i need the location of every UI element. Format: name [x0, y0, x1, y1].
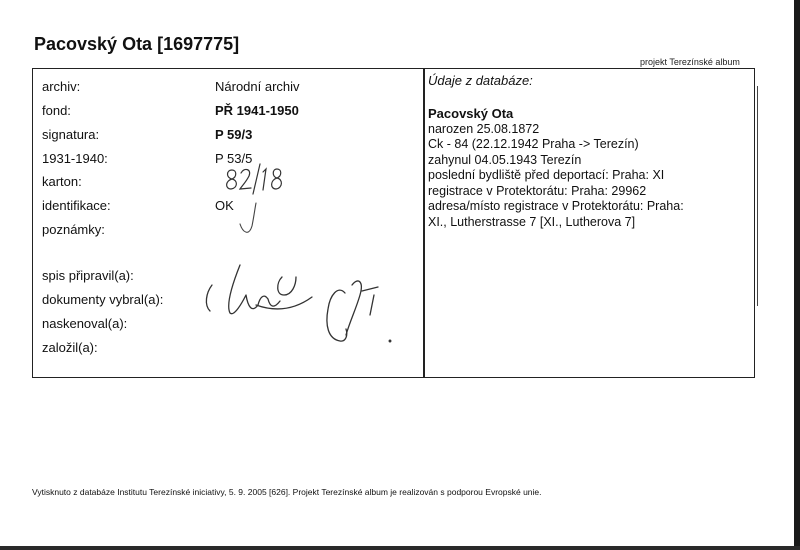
label-karton: karton: — [42, 174, 82, 189]
page-title: Pacovský Ota [1697775] — [34, 34, 240, 54]
database-line-address: adresa/místo registrace v Protektorátu: Praha: — [428, 199, 684, 213]
value-fond: PŘ 1941-1950 — [215, 103, 299, 118]
label-spis: spis připravil(a): — [42, 268, 134, 283]
database-line-registration: registrace v Protektorátu: Praha: 29962 — [428, 183, 647, 198]
database-line-birth: narozen 25.08.1872 — [428, 121, 540, 136]
value-archiv: Národní archiv — [215, 79, 300, 94]
handwritten-karton-number — [222, 160, 292, 200]
value-identifikace: OK — [215, 198, 234, 213]
database-heading: Údaje z databáze: — [428, 73, 533, 88]
label-identifikace: identifikace: — [42, 198, 111, 213]
right-margin-line — [757, 86, 758, 306]
label-years: 1931-1940: — [42, 151, 108, 166]
database-line-death: zahynul 04.05.1943 Terezín — [428, 152, 582, 167]
label-poznamky: poznámky: — [42, 222, 105, 237]
label-archiv: archiv: — [42, 79, 81, 94]
database-person-name: Pacovský Ota — [428, 106, 514, 121]
scan-edge-right — [794, 0, 800, 550]
scan-edge-bottom — [0, 546, 800, 550]
value-signatura: P 59/3 — [215, 127, 253, 142]
label-fond: fond: — [42, 103, 71, 118]
handwritten-check-mark — [236, 200, 266, 240]
label-dokumenty: dokumenty vybral(a): — [42, 292, 164, 307]
value-years: P 53/5 — [215, 151, 253, 166]
project-label: projekt Terezínské album — [640, 57, 740, 67]
column-divider — [423, 68, 425, 378]
label-naskenoval: naskenoval(a): — [42, 316, 128, 331]
label-zalozil: založil(a): — [42, 340, 98, 355]
label-signatura: signatura: — [42, 127, 100, 142]
database-line-address-cont: XI., Lutherstrasse 7 [XI., Lutherova 7] — [428, 214, 636, 229]
handwritten-signature — [200, 255, 405, 350]
database-line-transport: Ck - 84 (22.12.1942 Praha -> Terezín) — [428, 137, 639, 151]
footer-note: Vytisknuto z databáze Institutu Terezínské iniciativy, 5. 9. 2005 [626]. Projekt Terezínské album je realizován s podporou Evropské unie. — [32, 487, 542, 497]
database-line-last-residence: poslední bydliště před deportací: Praha: XI — [428, 168, 665, 182]
database-record — [428, 106, 753, 230]
